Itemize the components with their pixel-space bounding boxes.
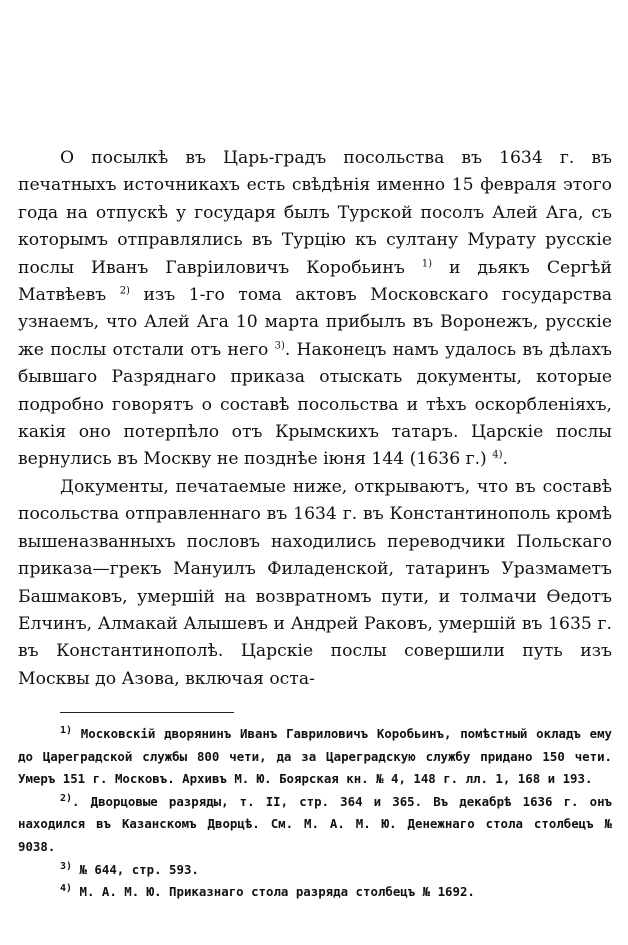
footnote-ref-1: 1) — [421, 257, 432, 269]
footnote-separator — [60, 712, 234, 713]
text-run: изъ 1-го тома актовъ Московскаго государства узнаемъ, что Алей Ага 10 марта прибылъ въ Воронежъ, русскіе же послы отстали отъ него — [18, 285, 612, 360]
footnote-4 — [18, 881, 612, 904]
text-run: Документы, печатаемые ниже, открываютъ, что въ составѣ посольства отправленнаго въ 1634 г. въ Константинополь кромѣ вышеназванныхъ пословъ находились переводчики Польскаго приказа—грекъ Мануилъ Филаденской, татаринъ Уразмаметъ Башмаковъ, умершій на возвратномъ пути, и толмачи Ѳедотъ Елчинъ, Алмакай Алышевъ и Андрей Раковъ, умершій въ 1635 г. въ Константинополѣ. Царскіе послы совершили путь изъ Москвы до Азова, включая оста- — [18, 476, 612, 689]
footnote-text: № 644, стр. 593. — [72, 861, 199, 877]
footnote-ref-4: 4) — [492, 449, 503, 461]
paragraph-1 — [18, 145, 612, 474]
footnote-mark: 4) — [60, 883, 73, 895]
footnote-2 — [18, 791, 612, 859]
paragraph-2 — [18, 474, 612, 693]
footnote-1 — [18, 723, 612, 791]
footnote-mark: 3) — [60, 860, 73, 872]
footnote-mark: 2) — [60, 792, 73, 804]
text-run: . Наконецъ намъ удалось въ дѣлахъ бывшаго Разряднаго приказа отыскать документы, которые подробно говорятъ о составѣ посольства и тѣхъ оскорбленіяхъ, какія оно потерпѣло отъ Крымскихъ татаръ. Царскіе послы вернулись въ Москву не позднѣе іюня 144 (1636 г.) — [18, 339, 612, 470]
footnote-mark: 1) — [60, 724, 73, 736]
footnote-ref-3: 3) — [274, 340, 285, 352]
main-text — [18, 145, 612, 693]
text-run: О посылкѣ въ Царь-градъ посольства въ 1634 г. въ печатныхъ источникахъ есть свѣдѣнія именно 15 февраля этого года на отпускѣ у государя былъ Турской посолъ Алей Ага, съ которымъ отправлялись въ Турцію къ султану Мурату русскіе послы Иванъ Гавріиловичъ Коробьинъ — [18, 148, 612, 278]
text-run: . — [502, 449, 508, 470]
footnote-text: М. А. М. Ю. Приказнаго стола разряда столбецъ № 1692. — [72, 884, 475, 900]
footnote-ref-2: 2) — [119, 285, 130, 297]
footnote-text: Московскій дворянинъ Иванъ Гавриловичъ Коробьинъ, помѣстный окладъ ему до Цареградской службы 800 чети, да за Цареградскую службу придано 150 чети. Умеръ 151 г. Московъ. Архивъ М. Ю. Боярская кн. № 4, 148 г. лл. 1, 168 и 193. — [18, 726, 612, 787]
footnote-text: . Дворцовые разряды, т. II, стр. 364 и 365. Въ декабрѣ 1636 г. онъ находился въ Казанскомъ Дворцѣ. См. М. А. М. Ю. Денежнаго стола столбецъ № 9038. — [18, 793, 612, 854]
footnote-3 — [18, 859, 612, 882]
text-run: и дьякъ Сергѣй Матвѣевъ — [18, 257, 612, 306]
footnotes — [18, 723, 612, 904]
